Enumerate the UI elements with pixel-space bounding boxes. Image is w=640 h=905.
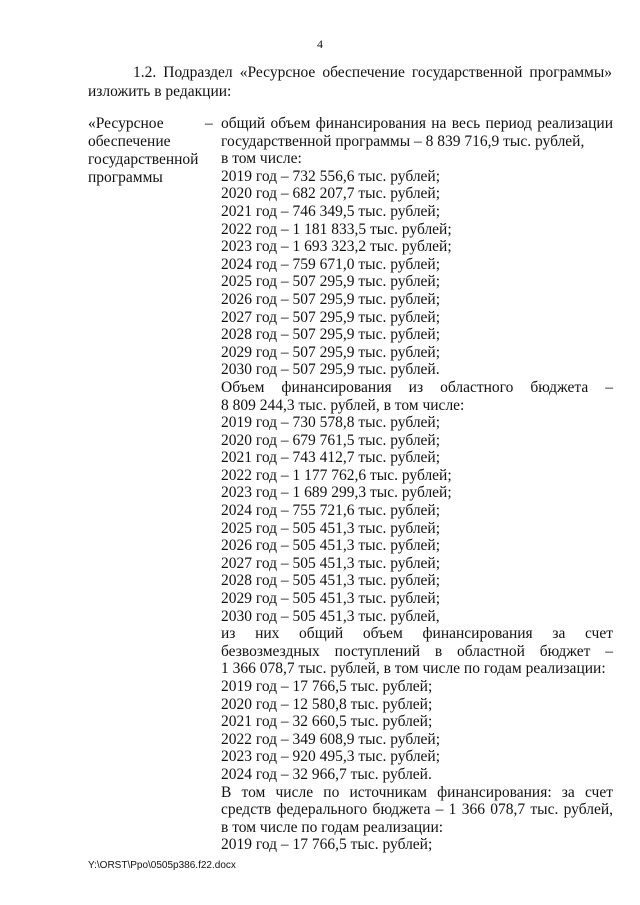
funding-line: 2021 год – 743 412,7 тыс. рублей; (221, 449, 441, 467)
funding-line: 2021 год – 32 660,5 тыс. рублей; (221, 713, 433, 731)
funding-line: средств федерального бюджета – 1 366 078,7 тыс. рублей, (221, 801, 613, 819)
funding-line: в том числе: (221, 150, 302, 168)
funding-line: 2020 год – 679 761,5 тыс. рублей; (221, 431, 441, 449)
funding-line: 2023 год – 920 495,3 тыс. рублей; (221, 748, 441, 766)
funding-line: в том числе по годам реализации: (221, 818, 444, 836)
funding-line: 2028 год – 507 295,9 тыс. рублей; (221, 326, 441, 344)
funding-line: 2024 год – 759 671,0 тыс. рублей; (221, 255, 441, 273)
funding-line: 2029 год – 507 295,9 тыс. рублей; (221, 343, 441, 361)
funding-line: 2022 год – 1 177 762,6 тыс. рублей; (221, 466, 452, 484)
funding-line: общий объем финансирования на весь период реализации (221, 115, 613, 132)
funding-line: 2020 год – 682 207,7 тыс. рублей; (221, 185, 441, 203)
intro-line-2: изложить в редакции: (88, 83, 232, 100)
funding-line: 2027 год – 507 295,9 тыс. рублей; (221, 308, 441, 326)
funding-line: 2021 год – 746 349,5 тыс. рублей; (221, 202, 441, 220)
funding-line: безвозмездных поступлений в областной бюджет – (221, 642, 613, 660)
funding-line: 2019 год – 17 766,5 тыс. рублей; (221, 678, 433, 695)
section-label-line: государственной (88, 151, 199, 168)
funding-line: 2022 год – 1 181 833,5 тыс. рублей; (221, 220, 452, 238)
funding-line: из них общий объем финансирования за счет (221, 625, 613, 643)
funding-line: 2019 год – 730 578,8 тыс. рублей; (221, 414, 441, 432)
intro-line-1: 1.2. Подраздел «Ресурсное обеспечение государственной программы» (133, 64, 612, 81)
funding-line: государственной программы – 8 839 716,9 тыс. рублей, (221, 132, 585, 150)
file-path-footer: Y:\ORST\Ppo\0505p386.f22.docx (88, 860, 236, 871)
funding-line: 2026 год – 505 451,3 тыс. рублей; (221, 537, 441, 555)
funding-line: 2030 год – 505 451,3 тыс. рублей, (221, 607, 440, 625)
funding-line: 2026 год – 507 295,9 тыс. рублей; (221, 290, 441, 308)
funding-line: 1 366 078,7 тыс. рублей, в том числе по годам реализации: (221, 660, 606, 678)
funding-line: 2028 год – 505 451,3 тыс. рублей; (221, 572, 441, 590)
funding-line: 2023 год – 1 693 323,2 тыс. рублей; (221, 238, 452, 256)
funding-details (221, 115, 613, 854)
intro-paragraph (88, 63, 612, 101)
label-dash: – (205, 115, 213, 132)
funding-line: 8 809 244,3 тыс. рублей, в том числе: (221, 396, 465, 414)
funding-line: 2025 год – 505 451,3 тыс. рублей; (221, 519, 441, 537)
section-label-line: обеспечение (88, 133, 171, 150)
section-label (88, 115, 208, 187)
section-label-line: программы (88, 169, 163, 186)
funding-line: 2019 год – 17 766,5 тыс. рублей; (221, 836, 433, 854)
funding-line: 2030 год – 507 295,9 тыс. рублей. (221, 361, 440, 379)
funding-line: 2024 год – 755 721,6 тыс. рублей; (221, 502, 441, 520)
funding-line: 2020 год – 12 580,8 тыс. рублей; (221, 695, 433, 713)
section-label-line: «Ресурсное (88, 115, 164, 132)
page-number: 4 (317, 37, 323, 51)
funding-line: 2019 год – 732 556,6 тыс. рублей; (221, 167, 441, 185)
funding-line: 2022 год – 349 608,9 тыс. рублей; (221, 730, 441, 748)
funding-line: 2023 год – 1 689 299,3 тыс. рублей; (221, 484, 452, 502)
funding-line: 2024 год – 32 966,7 тыс. рублей. (221, 765, 432, 783)
funding-line: В том числе по источникам финансирования: за счет (221, 783, 613, 801)
funding-line: 2025 год – 507 295,9 тыс. рублей; (221, 273, 441, 291)
funding-line: 2027 год – 505 451,3 тыс. рублей; (221, 554, 441, 572)
funding-line: 2029 год – 505 451,3 тыс. рублей; (221, 590, 441, 608)
funding-line: Объем финансирования из областного бюджета – (221, 378, 613, 396)
